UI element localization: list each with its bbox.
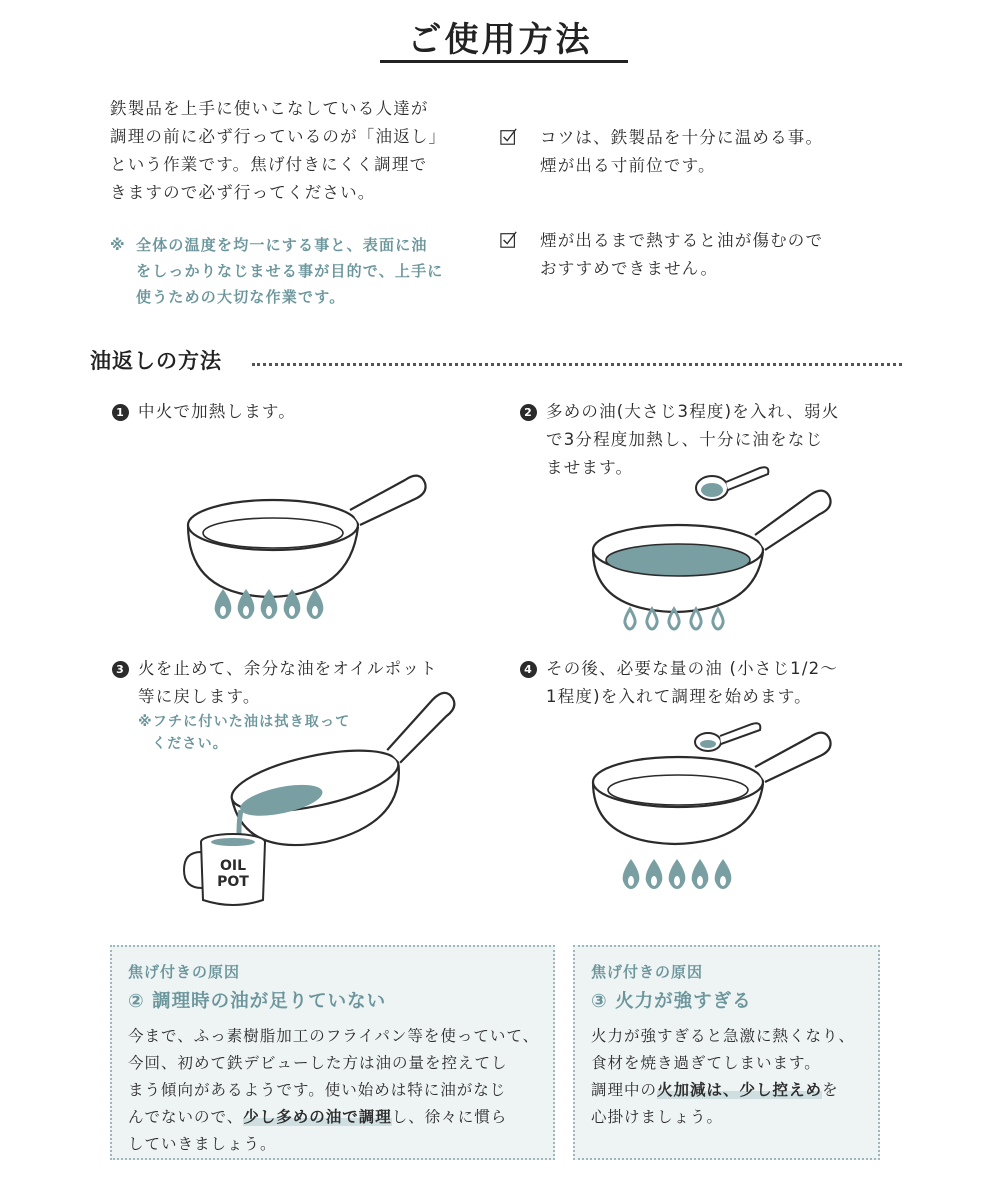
panel-highlight: 火加減 [657, 1081, 707, 1099]
tip-check-2 [500, 227, 920, 283]
note-line: 全体の温度を均一にする事と、表面に油 [136, 236, 428, 254]
intro-line: という作業です。焦げ付きにくく調理で [110, 155, 428, 174]
flame-icon [618, 855, 748, 895]
note-paragraph [110, 232, 480, 310]
tip-line: おすすめできません。 [540, 259, 719, 278]
panel-highlight: 少し控えめ [739, 1081, 823, 1099]
check-box-icon [500, 231, 518, 249]
panel-caption: 焦げ付きの原因 [128, 963, 241, 981]
panel-text: んでないので、 [128, 1108, 244, 1126]
step-line: 1程度)を入れて調理を始めます。 [546, 687, 812, 706]
step-line: ませます。 [546, 458, 634, 477]
step-line: で3分程度加熱し、十分に油をなじ [546, 430, 824, 449]
section-title: 油返しの方法 [90, 349, 222, 373]
panel-caption: 焦げ付きの原因 [591, 963, 704, 981]
panel-text: し、徐々に慣ら [391, 1108, 508, 1126]
panel-text: を [822, 1081, 839, 1099]
panel-highlight: 少し多めの油で調理 [243, 1108, 392, 1126]
panel-heading: ③ 火力が強すぎる [591, 991, 752, 1012]
intro-line: きますので必ず行ってください。 [110, 183, 376, 202]
panel-line: していきましょう。 [128, 1135, 277, 1153]
step-4 [520, 655, 910, 711]
step-1 [112, 398, 492, 426]
note-line: をしっかりなじませる事が目的で、上手に [136, 262, 444, 280]
step-text: 中火で加熱します。 [138, 402, 296, 421]
intro-paragraph [110, 95, 480, 207]
note-text [110, 232, 480, 310]
tip-line: 煙が出る寸前位です。 [540, 156, 716, 175]
flame-icon [620, 605, 740, 635]
panel-line: まう傾向があるようです。使い始めは特に油がなじ [128, 1081, 507, 1099]
measuring-spoon-icon [690, 460, 780, 510]
step-subnote: ください。 [152, 736, 228, 752]
step-number: 3 [112, 661, 129, 678]
measuring-spoon-icon [690, 718, 770, 758]
cause-panel-oil [110, 945, 555, 1160]
tip-line: 煙が出るまで熱すると油が傷むので [540, 231, 824, 250]
panel-line: 食材を焼き過ぎてしまいます。 [591, 1054, 821, 1072]
tip-line: コツは、鉄製品を十分に温める事。 [540, 128, 824, 147]
intro-line: 鉄製品を上手に使いこなしている人達が [110, 99, 429, 118]
panel-line [128, 1104, 539, 1131]
flame-icon [210, 585, 340, 625]
oil-pot-label-line: POT [217, 874, 249, 890]
intro-line: 調理の前に必ず行っているのが「油返し」 [110, 127, 447, 146]
step-number: 2 [520, 404, 537, 421]
panel-heading: ② 調理時の油が足りていない [128, 991, 387, 1012]
step-number: 4 [520, 661, 537, 678]
step-subnote: ※フチに付いた油は拭き取って [138, 714, 351, 730]
tip-check-1 [500, 124, 920, 180]
oil-pot-label [210, 858, 256, 890]
step-line: その後、必要な量の油 (小さじ1/2〜 [546, 659, 839, 678]
panel-text: 調理中の [591, 1081, 658, 1099]
note-line: 使うための大切な作業です。 [136, 288, 346, 306]
step-line: 等に戻します。 [138, 687, 261, 706]
panel-line: 火力が強すぎると急激に熱くなり、 [591, 1027, 856, 1045]
step-number: 1 [112, 404, 129, 421]
step-line: 火を止めて、余分な油をオイルポット [138, 659, 438, 678]
panel-text: は、 [706, 1081, 740, 1099]
page-title: ご使用方法 [407, 20, 593, 60]
note-mark: ※ [110, 236, 126, 254]
panel-body [128, 1023, 539, 1158]
oil-pot-label-line: OIL [219, 858, 247, 874]
oil-pot-icon [178, 830, 278, 910]
step-line: 多めの油(大さじ3程度)を入れ、弱火 [546, 402, 840, 421]
section-dotted-rule [252, 363, 902, 366]
panel-line [591, 1077, 855, 1104]
panel-body [591, 1023, 855, 1131]
panel-line: 今回、初めて鉄デビューした方は油の量を控えてし [128, 1054, 508, 1072]
cause-panel-heat [573, 945, 880, 1160]
panel-line: 心掛けましょう。 [591, 1108, 724, 1126]
check-box-icon [500, 128, 518, 146]
title-underline [380, 60, 628, 63]
panel-line: 今まで、ふっ素樹脂加工のフライパン等を使っていて、 [128, 1027, 540, 1045]
